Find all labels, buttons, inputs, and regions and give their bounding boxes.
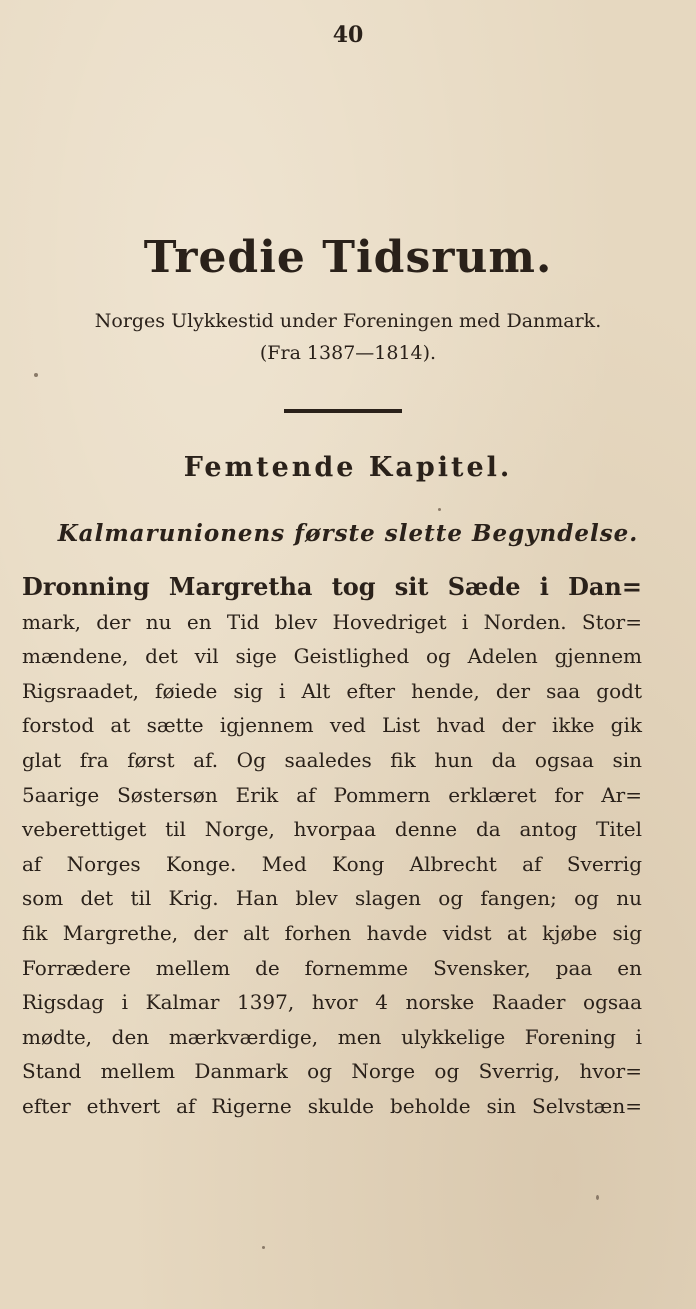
- subtitle-line: Norges Ulykkestid under Foreningen med Danmark.: [94, 310, 602, 332]
- text-line: af Norges Konge. Med Kong Albrecht af Sverrig: [22, 851, 642, 876]
- paper-speck: [262, 1246, 265, 1249]
- part-title: Tredie Tidsrum.: [143, 232, 553, 283]
- text-line: veberettiget til Norge, hvorpaa denne da antog Titel: [22, 817, 642, 842]
- text-line: 5aarige Søstersøn Erik af Pommern erklæret for Ar=: [22, 782, 642, 807]
- text-line: Rigsraadet, føiede sig i Alt efter hende, der saa godt: [22, 678, 642, 703]
- paper-speck: [596, 1195, 599, 1200]
- text-line: mændene, det vil sige Geistlighed og Adelen gjennem: [22, 644, 642, 669]
- body-paragraph: [22, 570, 642, 1124]
- paper-speck: [438, 508, 441, 511]
- text-line: som det til Krig. Han blev slagen og fangen; og nu: [22, 886, 642, 911]
- paper-speck: [34, 373, 38, 377]
- chapter-heading: Femtende Kapitel.: [183, 452, 513, 483]
- text-line: Rigsdag i Kalmar 1397, hvor 4 norske Raader ogsaa: [22, 990, 642, 1015]
- text-line: Dronning Margretha tog sit Sæde i Dan=: [22, 572, 642, 601]
- text-line: forstod at sætte igjennem ved List hvad der ikke gik: [22, 713, 642, 738]
- subtitle-line: (Fra 1387—1814).: [259, 342, 437, 364]
- text-line: Stand mellem Danmark og Norge og Sverrig, hvor=: [22, 1059, 642, 1084]
- text-line: efter ethvert af Rigerne skulde beholde sin Selvstæn=: [22, 1093, 642, 1118]
- page-number: 40: [332, 22, 364, 48]
- text-line: glat fra først af. Og saaledes fik hun da ogsaa sin: [22, 747, 642, 772]
- text-line: mødte, den mærkværdige, men ulykkelige Forening i: [22, 1024, 642, 1049]
- chapter-title: Kalmarunionens første slette Begyndelse.: [57, 520, 639, 547]
- text-line: Forrædere mellem de fornemme Svensker, paa en: [22, 955, 642, 980]
- text-line: mark, der nu en Tid blev Hovedriget i Norden. Stor=: [22, 609, 642, 634]
- section-divider: [284, 409, 402, 413]
- text-line: fik Margrethe, der alt forhen havde vidst at kjøbe sig: [22, 920, 642, 945]
